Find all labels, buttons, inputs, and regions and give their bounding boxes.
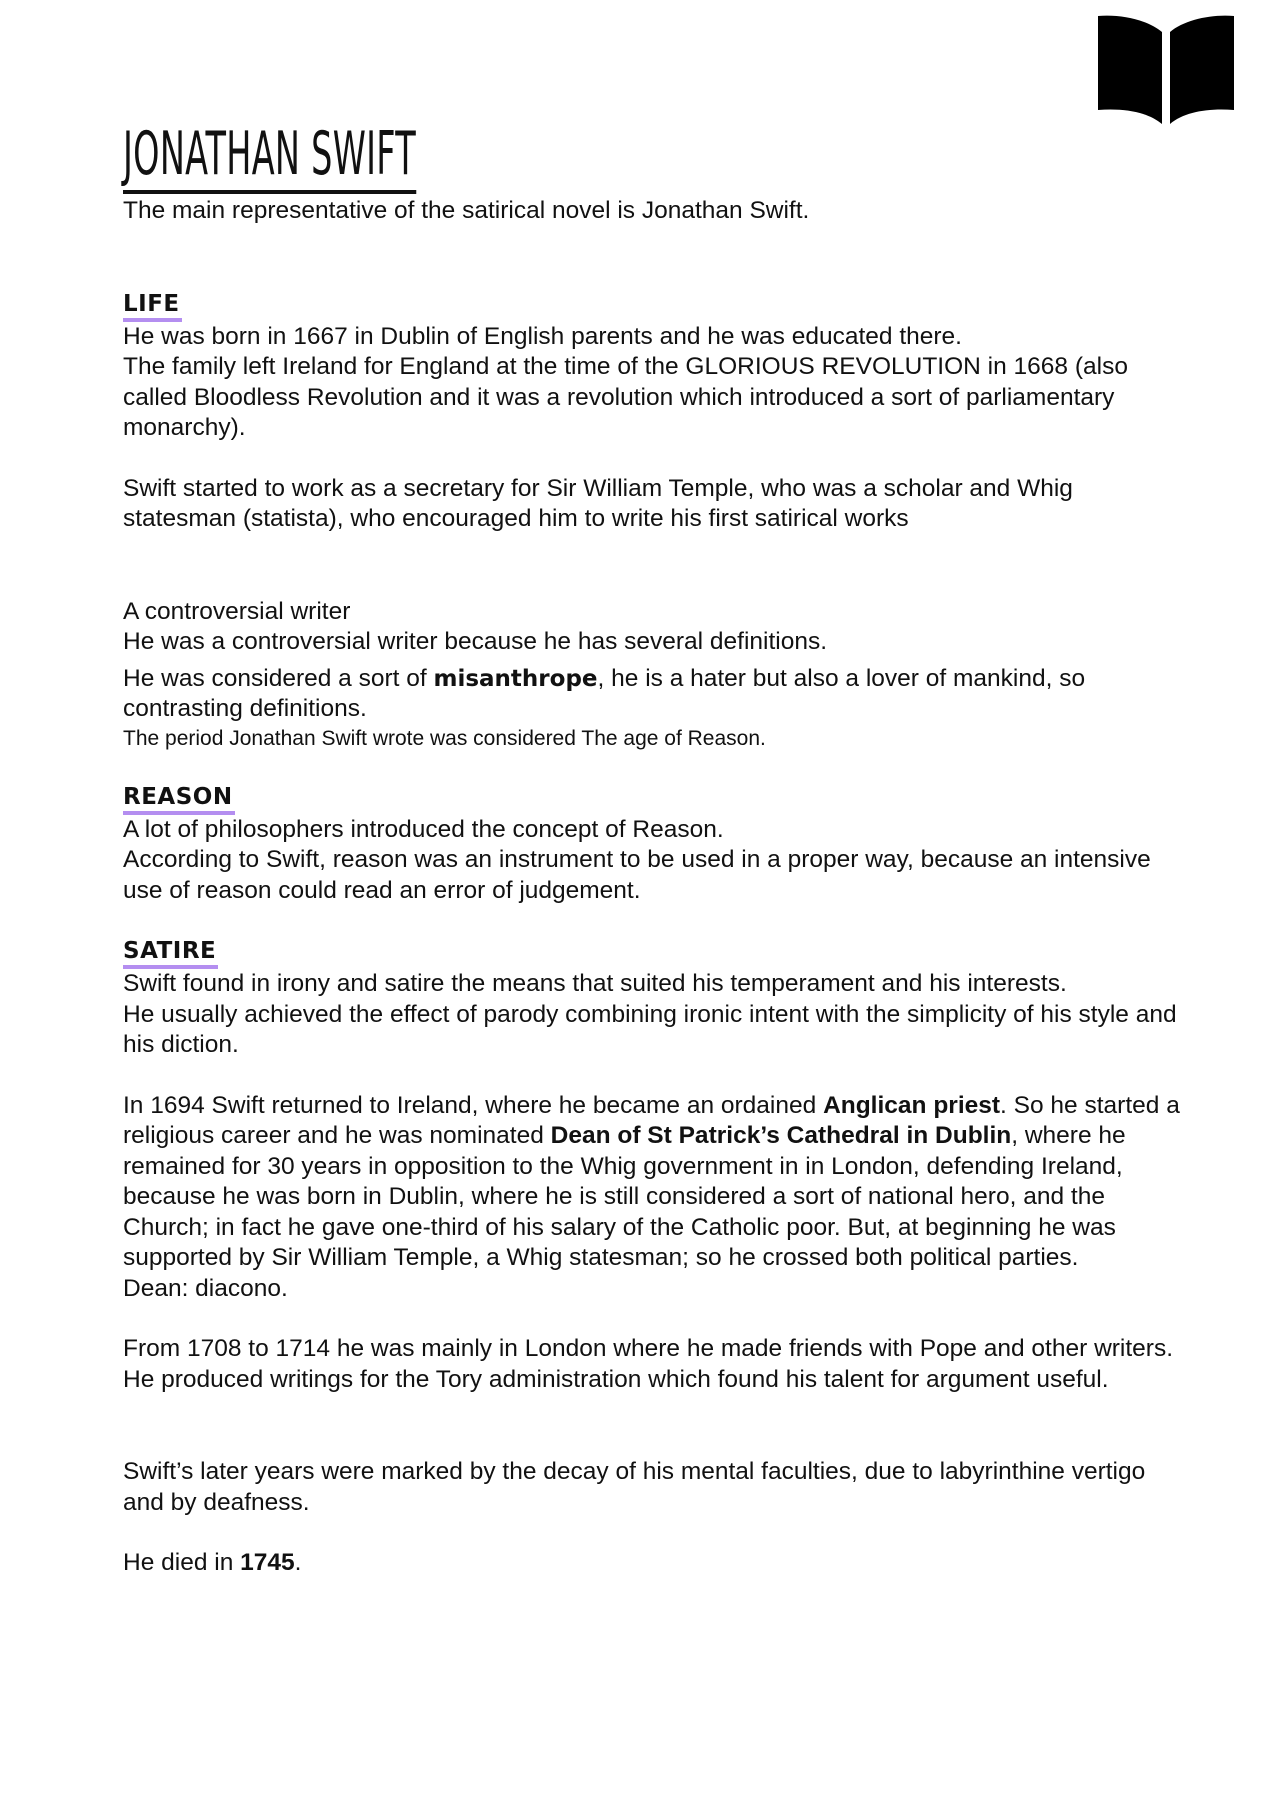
misanthrope-term: misanthrope xyxy=(433,665,598,692)
dean-translation: Dean: diacono. xyxy=(123,1274,288,1302)
controversial-line-2-post: , he is a hater but also a lover of mankind, so contrasting definitions. xyxy=(123,664,1086,722)
section-heading-satire: SATIRE xyxy=(123,937,218,969)
book-icon xyxy=(1096,12,1236,124)
life-paragraph-1 xyxy=(123,322,1183,444)
controversial-line-2 xyxy=(123,664,1183,725)
anglican-priest-term: Anglican priest xyxy=(823,1091,1001,1119)
section-heading-life: LIFE xyxy=(123,290,182,322)
controversial-line-2-pre: He was considered a sort of xyxy=(123,664,434,692)
death-text: He died in xyxy=(123,1549,241,1576)
life-line-1: He was born in 1667 in Dublin of English parents and he was educated there. xyxy=(123,322,962,350)
ireland-text-c: . So he started a religious career and he was nominated xyxy=(123,1091,1180,1149)
reason-line-2: According to Swift, reason was an instrument to be used in a proper way, because an intensive use of reason could read an error of judgement. xyxy=(123,846,1151,904)
reason-line-1: A lot of philosophers introduced the concept of Reason. xyxy=(123,815,724,843)
dean-cathedral-term: Dean of St Patrick’s Cathedral in Dublin xyxy=(550,1122,1012,1149)
satire-paragraph-ireland xyxy=(123,1091,1183,1274)
death-year: 1745 xyxy=(240,1549,295,1576)
death-period: . xyxy=(294,1549,302,1576)
controversial-line-1: He was a controversial writer because he has several definitions. xyxy=(123,628,828,655)
ireland-text-a: In 1694 Swift returned to Ireland, where he became an ordained xyxy=(123,1091,824,1119)
death-line xyxy=(123,1548,1183,1579)
london-line-2: He produced writings for the Tory administration which found his talent for argument useful. xyxy=(123,1365,1109,1393)
age-of-reason-note: The period Jonathan Swift wrote was considered The age of Reason. xyxy=(123,726,766,750)
controversial-title: A controversial writer xyxy=(123,597,351,625)
london-line-1: From 1708 to 1714 he was mainly in London where he made friends with Pope and other writers. xyxy=(123,1335,1174,1362)
page-title: JONATHAN SWIFT xyxy=(123,118,416,194)
later-years-paragraph: Swift’s later years were marked by the decay of his mental faculties, due to labyrinthine vertigo and by deafness. xyxy=(123,1458,1146,1516)
satire-line-1: Swift found in irony and satire the means that suited his temperament and his interests. xyxy=(123,970,1067,997)
satire-line-2: He usually achieved the effect of parody combining ironic intent with the simplicity of his style and his diction. xyxy=(123,1000,1177,1058)
life-paragraph-2: Swift started to work as a secretary for Sir William Temple, who was a scholar and Whig statesman (statista), who encouraged him to write his first satirical works xyxy=(123,474,1073,532)
ireland-text-e: , where he remained for 30 years in opposition to the Whig government in in London, defending Ireland, because he was born in Dublin, where he is still considered a sort of national hero, and the Church; in fact he gave one-third of his salary of the Catholic poor. But, at beginning he was supported by Sir William Temple, a Whig statesman; so he crossed both political parties. xyxy=(123,1122,1126,1271)
document-body xyxy=(123,118,1183,1579)
intro-text: The main representative of the satirical novel is Jonathan Swift. xyxy=(123,197,810,224)
section-heading-reason: REASON xyxy=(123,783,235,815)
life-line-2: The family left Ireland for England at the time of the GLORIOUS REVOLUTION in 1668 (also called Bloodless Revolution and it was a revolution which introduced a sort of parliamentary monarchy). xyxy=(123,353,1128,441)
